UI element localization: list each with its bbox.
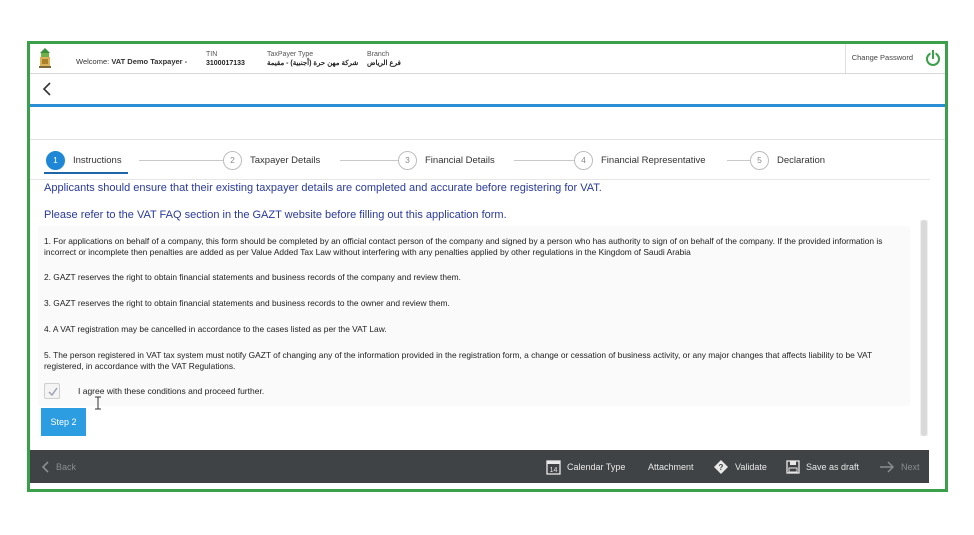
welcome-prefix: Welcome: [76,57,110,66]
save-draft-button[interactable] [786,450,859,483]
attachment-button[interactable] [648,450,694,483]
top-header [30,44,945,74]
validate-button[interactable] [713,450,767,483]
scrollbar-thumb[interactable] [921,220,927,436]
back-button[interactable] [40,450,76,483]
calendar-icon-day: 14 [549,466,558,474]
step-connector [139,160,224,161]
step2-button[interactable]: Step 2 [41,408,86,436]
welcome-name: VAT Demo Taxpayer - [111,57,188,66]
step-label: Taxpayer Details [250,154,321,166]
step-label: Instructions [73,154,122,166]
divider [30,179,930,180]
next-label: Next [901,461,920,472]
tin-value: 3100017133 [206,60,245,67]
clause-4: 4. A VAT registration may be cancelled in accordance to the cases listed as per the VAT Law. [44,324,387,334]
save-draft-label: Save as draft [806,461,860,472]
step-connector [340,160,400,161]
branch-value: فرع الرياض [367,60,401,67]
step-number: 4 [574,151,593,170]
footer-toolbar [30,450,929,483]
taxpayer-type-value: شركة مهن حرة (أجنبية) - مقيمة [267,60,359,67]
save-icon [786,460,800,474]
agree-label: I agree with these conditions and proceed further. [78,386,265,396]
intro-text: Applicants should ensure that their existing taxpayer details are completed and accurate before registering for VAT. [44,182,602,194]
welcome-text [76,57,187,66]
step-instructions[interactable] [46,148,122,172]
wizard-stepper [44,148,934,172]
calendar-type-button[interactable] [546,450,625,483]
step-financial-representative[interactable] [574,148,706,172]
validate-icon [713,459,729,475]
accent-divider [30,104,945,107]
branch-block [367,50,401,68]
footer-spacer [30,483,945,489]
clause-5: 5. The person registered in VAT tax system must notify GAZT of changing any of the information provided in the registration form, a change or cessation of business activity, or any major changes that affects liability to be VAT registered, in accordance with the VAT Regulations. [44,350,872,371]
step-number: 3 [398,151,417,170]
step-label: Declaration [777,154,826,166]
step-label: Financial Details [425,154,495,166]
tin-label: TIN [206,51,218,58]
validate-label: Validate [735,461,767,472]
step-connector [727,160,751,161]
svg-text:?: ? [718,462,724,472]
checkmark-icon [47,386,59,398]
divider [30,139,945,140]
step-number: 2 [223,151,242,170]
active-step-underline [44,172,128,174]
agree-row [44,382,444,400]
next-arrow-icon [879,461,895,473]
taxpayer-type-block [267,50,358,68]
calendar-icon [546,459,561,475]
step-declaration[interactable] [750,148,825,172]
power-icon[interactable] [924,47,942,69]
clause-2: 2. GAZT reserves the right to obtain financial statements and business records of the company and review them. [44,272,461,282]
faq-text: Please refer to the VAT FAQ section in the GAZT website before filling out this application form. [44,209,507,221]
back-label: Back [56,461,77,472]
gazt-logo-icon [37,47,53,69]
step-number: 1 [46,151,65,170]
text-cursor-icon [94,396,102,410]
branch-label: Branch [367,51,390,58]
step-number: 5 [750,151,769,170]
step-financial-details[interactable] [398,148,495,172]
step-label: Financial Representative [601,154,706,166]
app-window [27,41,948,492]
taxpayer-type-label: TaxPayer Type [267,51,314,58]
clause-1: 1. For applications on behalf of a company, this form should be completed by an official contact person of the company and signed by a person who has authority to sign of on behalf of the company. If the provided information is incorrect or incomplete then penalties are added as per Value Added Tax Law without interfering with any penalties applied by other regulations in the Kingdom of Saudi Arabia [44,236,883,257]
attachment-label: Attachment [648,461,694,472]
back-chevron-icon[interactable] [40,80,54,98]
calendar-type-label: Calendar Type [567,461,626,472]
change-password-link[interactable]: Change Password [845,44,919,73]
tin-block [206,50,245,68]
next-button[interactable] [879,450,920,483]
agree-checkbox[interactable] [44,383,60,399]
back-arrow-icon [40,460,50,474]
page-nav-row [30,74,945,104]
step-taxpayer-details[interactable] [223,148,320,172]
content-scrollbar[interactable] [920,220,928,436]
step-connector [514,160,576,161]
clause-3: 3. GAZT reserves the right to obtain financial statements and business records to the owner and review them. [44,298,450,308]
